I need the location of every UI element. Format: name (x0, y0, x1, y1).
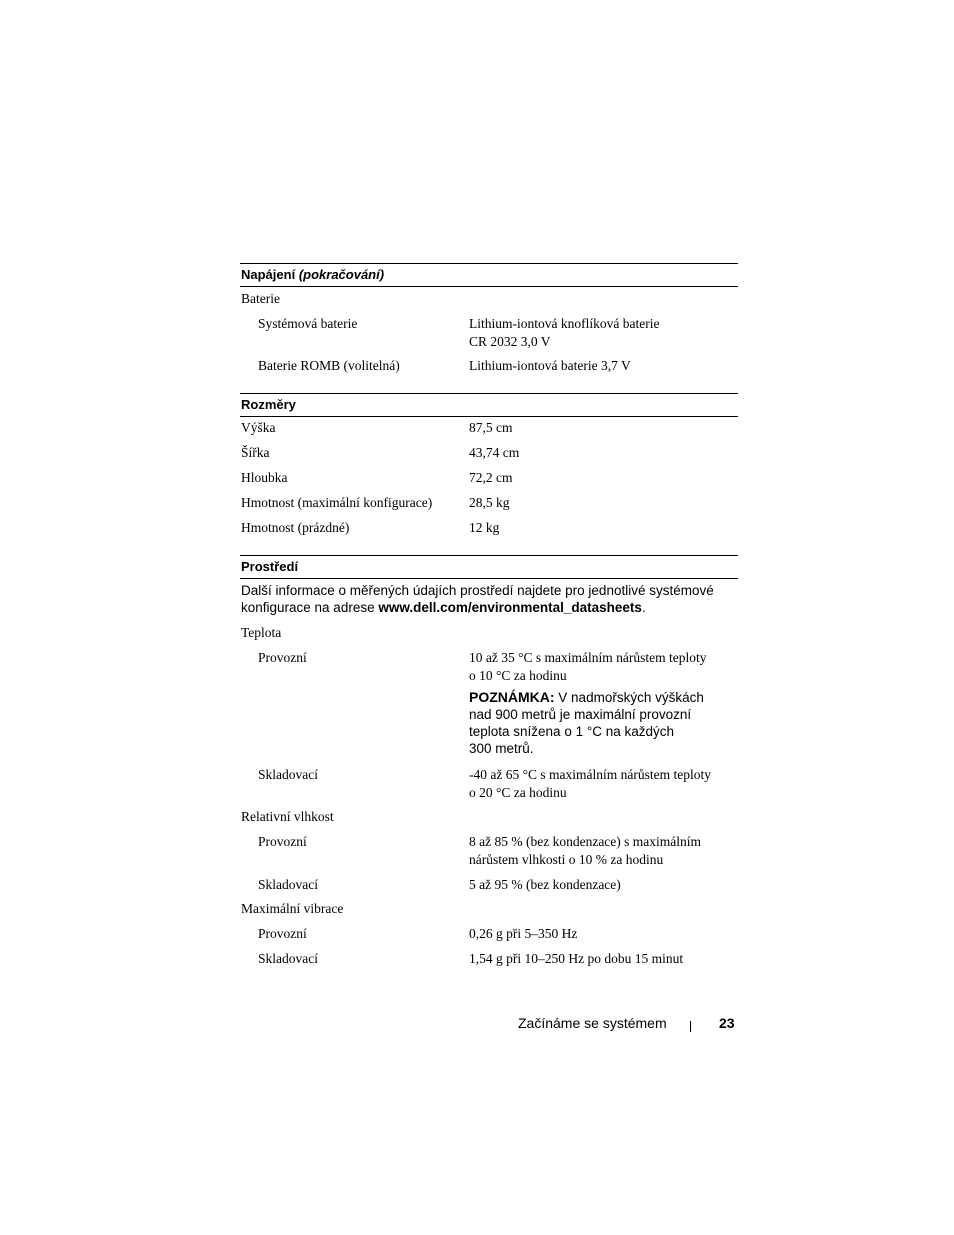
dimensions-title: Rozměry (241, 397, 296, 412)
environment-intro (241, 582, 738, 616)
temperature-note (469, 689, 734, 757)
power-section (240, 263, 738, 373)
system-battery-label: Systémová baterie (258, 316, 358, 331)
dimension-label-width: Šířka (241, 445, 270, 460)
battery-label: Baterie (241, 291, 280, 306)
dimension-value-weight-empty: 12 kg (469, 520, 500, 535)
vibration-label: Maximální vibrace (241, 901, 344, 916)
temp-operating-value-line-2: o 10 °C za hodinu (469, 668, 567, 683)
dimension-value-weight-max: 28,5 kg (469, 495, 510, 510)
temperature-note-line-2: nad 900 metrů je maximální provozní (469, 707, 692, 722)
vib-storage-value: 1,54 g při 10–250 Hz po dobu 15 minut (469, 951, 684, 966)
temp-storage-value-line-2: o 20 °C za hodinu (469, 785, 567, 800)
system-battery-value-line-2: CR 2032 3,0 V (469, 334, 551, 349)
environment-intro-suffix: . (641, 600, 646, 615)
environment-section-header (240, 555, 738, 579)
page-number: 23 (719, 1015, 735, 1031)
hum-storage-label: Skladovací (258, 877, 318, 892)
dimension-value-width: 43,74 cm (469, 445, 520, 460)
hum-operating-value-line-2: nárůstem vlhkosti o 10 % za hodinu (469, 852, 664, 867)
dimension-label-depth: Hloubka (241, 470, 288, 485)
power-title-continued: (pokračování) (298, 267, 385, 282)
romb-battery-label: Baterie ROMB (volitelná) (258, 358, 400, 373)
temperature-note-line-4: 300 metrů. (469, 741, 534, 756)
temp-operating-value-line-1: 10 až 35 °C s maximálním nárůstem teploty (469, 650, 707, 665)
temp-storage-value (469, 766, 734, 802)
hum-operating-label: Provozní (258, 834, 307, 849)
vib-operating-value: 0,26 g při 5–350 Hz (469, 926, 578, 941)
romb-battery-value: Lithium-iontová baterie 3,7 V (469, 358, 631, 373)
temperature-label: Teplota (241, 625, 282, 640)
temp-storage-label: Skladovací (258, 767, 318, 782)
hum-operating-value-line-1: 8 až 85 % (bez kondenzace) s maximálním (469, 834, 702, 849)
power-section-header (240, 263, 738, 287)
environment-intro-prefix: konfigurace na adrese (241, 600, 379, 615)
dimensions-section-header (240, 393, 738, 417)
humidity-label: Relativní vlhkost (241, 809, 334, 824)
environment-section (240, 555, 738, 966)
temperature-note-line-1 (469, 689, 734, 706)
temp-storage-value-line-1: -40 až 65 °C s maximálním nárůstem teploty (469, 767, 711, 782)
temp-operating-label: Provozní (258, 650, 307, 665)
dimension-value-height: 87,5 cm (469, 420, 513, 435)
footer-title: Začínáme se systémem (518, 1015, 667, 1031)
hum-storage-value: 5 až 95 % (bez kondenzace) (469, 877, 621, 892)
note-label: POZNÁMKA: (469, 689, 555, 705)
dimension-value-depth: 72,2 cm (469, 470, 513, 485)
environment-title: Prostředí (241, 559, 299, 574)
dimension-label-height: Výška (241, 420, 276, 435)
dimensions-section (240, 393, 738, 535)
system-battery-value-line-1: Lithium-iontová knoflíková baterie (469, 316, 660, 331)
note-text-1: V nadmořských výškách (554, 690, 704, 705)
footer-separator (690, 1021, 691, 1032)
vib-operating-label: Provozní (258, 926, 307, 941)
dimension-label-weight-empty: Hmotnost (prázdné) (241, 520, 350, 535)
temperature-note-line-3: teplota snížena o 1 °C na každých (469, 724, 675, 739)
environment-intro-line-1: Další informace o měřených údajích prostředí najdete pro jednotlivé systémové (241, 583, 714, 598)
dimension-label-weight-max: Hmotnost (maximální konfigurace) (241, 495, 433, 510)
system-battery-value (469, 315, 734, 351)
environment-intro-line-2 (241, 599, 738, 616)
vib-storage-label: Skladovací (258, 951, 318, 966)
hum-operating-value (469, 833, 734, 869)
power-title: Napájení (241, 267, 296, 282)
environmental-datasheets-link[interactable]: www.dell.com/environmental_datasheets (378, 600, 642, 615)
temp-operating-value (469, 649, 734, 685)
